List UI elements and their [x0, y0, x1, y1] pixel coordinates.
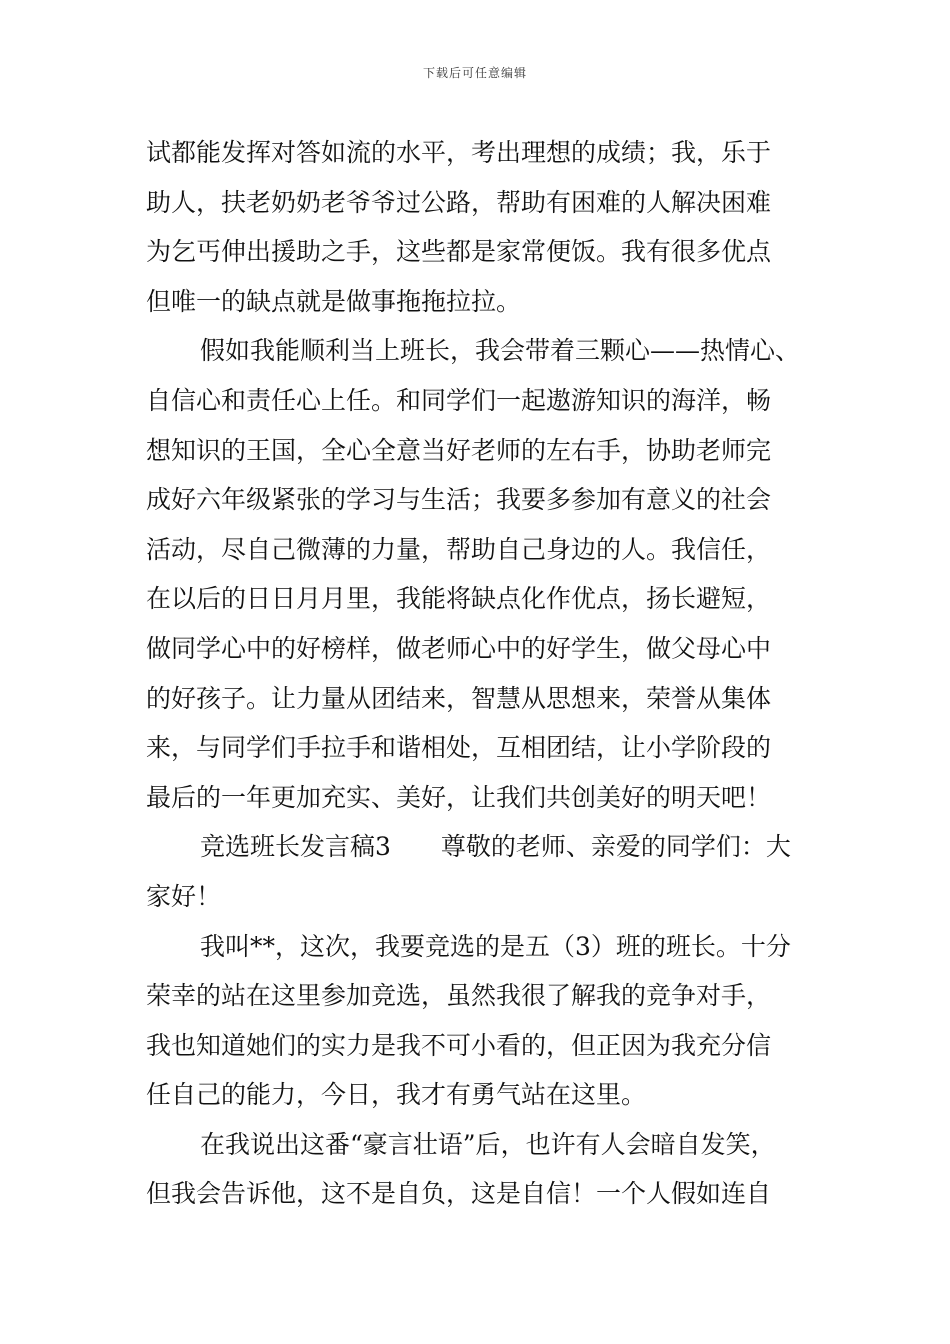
text-line: 活动，尽自己微薄的力量，帮助自己身边的人。我信任，	[146, 534, 772, 564]
text-line: 的好孩子。让力量从团结来，智慧从思想来，荣誉从集体	[146, 683, 772, 713]
text-line: 想知识的王国，全心全意当好老师的左右手，协助老师完	[146, 435, 772, 465]
text-line: 家好！	[146, 881, 222, 911]
text-line: 但唯一的缺点就是做事拖拖拉拉。	[146, 286, 522, 316]
text-line: 为乞丐伸出援助之手，这些都是家常便饭。我有很多优点	[146, 237, 772, 267]
text-line: 成好六年级紧张的学习与生活；我要多参加有意义的社会	[146, 485, 772, 515]
text-line: 荣幸的站在这里参加竞选，虽然我很了解我的竞争对手，	[146, 981, 772, 1011]
text-line: 试都能发挥对答如流的水平，考出理想的成绩；我，乐于	[146, 138, 772, 167]
text-line: 我也知道她们的实力是我不可小看的，但正因为我充分信	[146, 1030, 772, 1060]
text-line: 自信心和责任心上任。和同学们一起遨游知识的海洋，畅	[146, 385, 772, 415]
text-line: 但我会告诉他，这不是自负，这是自信！一个人假如连自	[146, 1179, 772, 1209]
text-line: 竞选班长发言稿3 尊敬的老师、亲爱的同学们：大	[200, 832, 791, 862]
text-line: 做同学心中的好榜样，做老师心中的好学生，做父母心中	[146, 633, 772, 663]
text-line: 最后的一年更加充实、美好，让我们共创美好的明天吧！	[146, 782, 772, 812]
text-line: 假如我能顺利当上班长，我会带着三颗心——热情心、	[200, 336, 801, 366]
text-line: 助人，扶老奶奶老爷爷过公路，帮助有困难的人解决困难	[146, 187, 772, 217]
text-line: 在我说出这番“豪言壮语”后，也许有人会暗自发笑，	[200, 1129, 776, 1159]
text-line: 来，与同学们手拉手和谐相处，互相团结，让小学阶段的	[146, 733, 772, 763]
text-line: 任自己的能力，今日，我才有勇气站在这里。	[146, 1080, 647, 1110]
text-line: 在以后的日日月月里，我能将缺点化作优点，扬长避短，	[146, 584, 772, 614]
page-header: 下载后可任意编辑	[422, 66, 527, 80]
body-text	[146, 128, 826, 1219]
text-line: 我叫**，这次，我要竞选的是五（3）班的班长。十分	[200, 931, 791, 961]
